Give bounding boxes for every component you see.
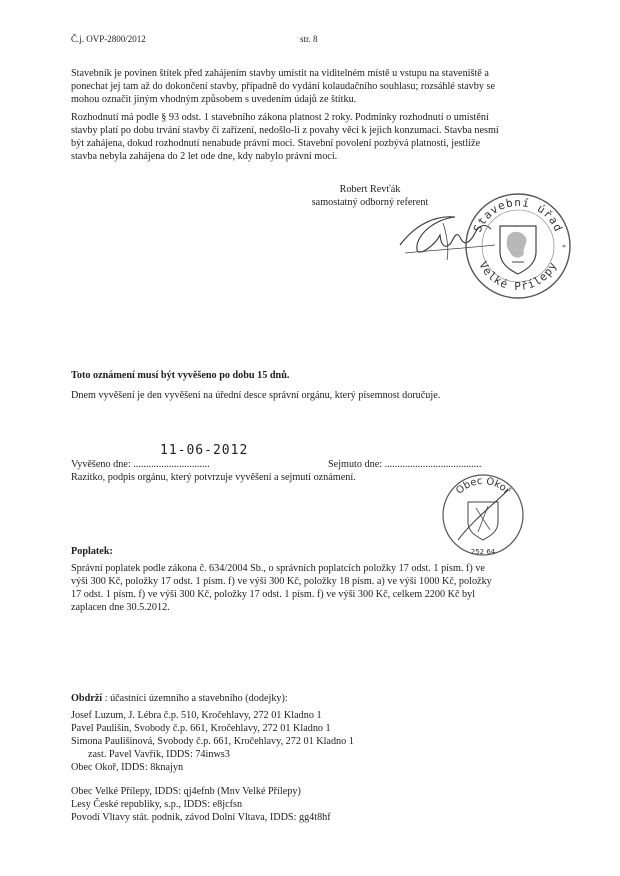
- other-recipients: [71, 785, 331, 824]
- reference-number: Č.j. OVP-2800/2012: [71, 34, 146, 44]
- notice-heading: Toto oznámení musí být vyvěšeno po dobu 15 dnů.: [71, 370, 290, 381]
- text-line: Správní poplatek podle zákona č. 634/2004 Sb., o správních poplatcích položky 17 odst. 1 písm. f) ve: [71, 563, 485, 574]
- stamp-top-text: Stavební úřad: [470, 196, 566, 235]
- recipients-heading-bold: Obdrží: [71, 693, 103, 704]
- text-line: Rozhodnutí má podle § 93 odst. 1 stavebního zákona platnost 2 roky. Podmínky rozhodnutí o umístění: [71, 112, 489, 123]
- text-line: mohou označit jiným vhodným způsobem s uvedením údajů ze štítku.: [71, 94, 357, 105]
- notice-text: Dnem vyvěšení je den vyvěšení na úřední desce správní orgánu, který písemnost doručuje.: [71, 390, 441, 401]
- village-emblem-icon: [458, 490, 508, 540]
- signatory-role: samostatný odborný referent: [311, 197, 429, 208]
- removed-date-label: Sejmuto dne: ......................................: [328, 459, 482, 470]
- fee-text: [71, 562, 551, 614]
- posted-date-label: Vyvěšeno dne: ..............................: [71, 459, 210, 470]
- text-line: stavba nebyla zahájena do 2 let ode dne, kdy nabylo právní moci.: [71, 151, 338, 162]
- text-line: být zahájena, dokud rozhodnutí nenabude právní moci. Stavební povolení pozbývá platnosti, jestliže: [71, 138, 481, 149]
- text-line: Stavebník je povinen štítek před zahájením stavby umístit na viditelném místě u vstupu na staveniště a: [71, 68, 489, 79]
- stamp-bottom-text: Velké Přílepy: [476, 259, 560, 293]
- paragraph-site-sign: [71, 67, 560, 106]
- list-item: Josef Luzum, J. Lébra č.p. 510, Kročehlavy, 272 01 Kladno 1: [71, 710, 322, 721]
- fee-heading: Poplatek:: [71, 546, 113, 557]
- recipients-heading: [71, 692, 288, 705]
- signatory-name: Robert Revťák: [339, 184, 401, 195]
- stamp-star-icon: *: [562, 243, 566, 252]
- coat-of-arms-icon: [500, 226, 536, 274]
- text-line: výši 300 Kč, položky 17 odst. 1 písm. f) ve výši 300 Kč, položky 18 písm. a) ve výši 1000 Kč, položky: [71, 576, 492, 587]
- list-item: Povodí Vltavy stát. podnik, závod Dolní Vltava, IDDS: gg4t8hf: [71, 812, 331, 823]
- page-number: str. 8: [300, 34, 318, 44]
- village-stamp-number: 252 64: [470, 548, 496, 556]
- office-stamp: [462, 190, 574, 302]
- village-stamp-text: Obec Okoř: [454, 475, 512, 497]
- text-line: 17 odst. 1 písm. f) ve výši 300 Kč, položky 17 odst. 1 písm. f) ve výši 300 Kč, celkem 2200 Kč byl: [71, 589, 476, 600]
- list-item: zast. Pavel Vavřík, IDDS: 74inws3: [88, 749, 230, 760]
- paragraph-validity: [71, 111, 560, 163]
- list-item: Pavel Paulišin, Svobody č.p. 661, Kročehlavy, 272 01 Kladno 1: [71, 723, 331, 734]
- list-item: Simona Paulišinová, Svobody č.p. 661, Kročehlavy, 272 01 Kladno 1: [71, 736, 354, 747]
- svg-text:Stavební úřad: [471, 196, 565, 234]
- stamp-note: Razítko, podpis orgánu, který potvrzuje vyvěšení a sejmutí oznámení.: [71, 472, 356, 483]
- list-item: Obec Okoř, IDDS: 8knajyn: [71, 762, 184, 773]
- text-line: stavby platí po dobu trvání stavby či zařízení, nedošlo-li z povahy věci k jejich konzumaci. Stavba nesmí: [71, 125, 499, 136]
- posted-date-stamp: 11-06-2012: [160, 443, 249, 458]
- list-item: Lesy České republiky, s.p., IDDS: e8jcfsn: [71, 799, 243, 810]
- text-line: zaplacen dne 30.5.2012.: [71, 602, 170, 613]
- text-line: ponechat jej tam až do dokončení stavby, případně do vydání kolaudačního souhlasu; rozsáhlé stavby se: [71, 81, 495, 92]
- svg-text:Velké Přílepy: [476, 259, 559, 293]
- recipient-list: [71, 709, 354, 774]
- village-stamp: [438, 470, 528, 560]
- recipients-heading-rest: : účastníci územního a stavebního (dodejky):: [102, 693, 288, 704]
- list-item: Obec Velké Přílepy, IDDS: qj4efnb (Mnv Velké Přílepy): [71, 786, 301, 797]
